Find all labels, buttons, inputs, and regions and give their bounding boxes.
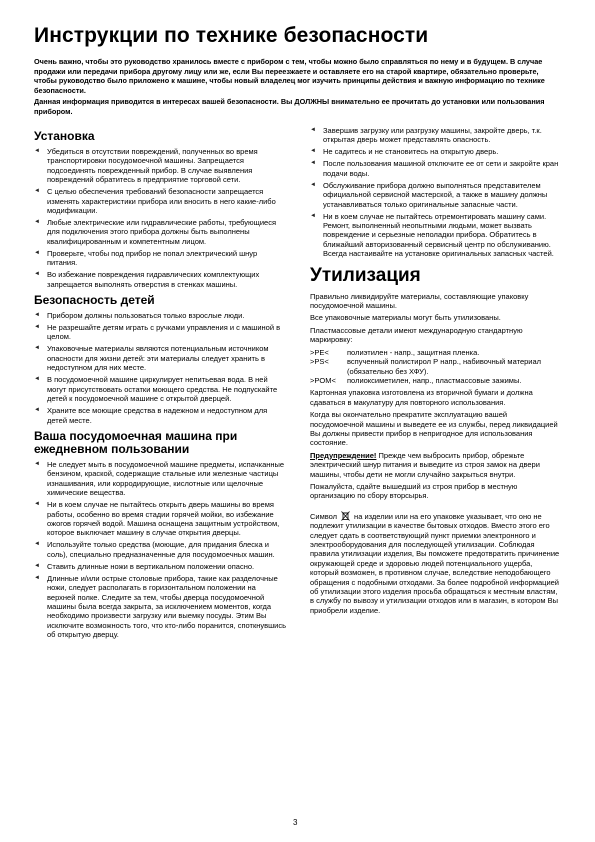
bullet-icon: ◄ (34, 574, 40, 581)
list-item: ◄ Во избежание повреждения гидравлических комплектующих запрещается выполнять отверстия в стенках машины. (34, 270, 260, 289)
bullet-icon: ◄ (34, 219, 40, 226)
weee-paragraph (310, 511, 562, 615)
plastic-code: >POM< (310, 375, 336, 385)
disposal-paragraph: Картонная упаковка изготовлена из вторичной бумаги и должна сдаваться в макулатуру для повторного использования. (310, 388, 533, 407)
list-item: ◄ Длинные и/или острые столовые прибора, такие как разделочные ножи, следует располагать в горизонтальном положении на верхней полке. Следите за тем, чтобы дверца посудомоечной машины была всегда закрыта, за исключением моментов, когда необходимо произвести загрузку или выемку посуды. Этим Вы исключите возможность того, что кто-либо поранится, споткнувшись об открытую дверцу. (34, 573, 286, 640)
section-heading-daily-use: Ваша посудомоечная машина при ежедневном пользовании (34, 428, 238, 456)
crossed-bin-icon (341, 511, 350, 521)
bullet-icon: ◄ (34, 312, 40, 319)
list-item: ◄ Упаковочные материалы являются потенциальным источником опасности для жизни детей: эти материалы следует хранить в недоступном для них месте. (34, 344, 269, 373)
list-item: ◄ Ни в коем случае не пытайтесь отремонтировать машину сами. Ремонт, выполненный неопытными людьми, может вызвать повреждение и серьезные неполадки прибора. Обратитесь в ближайший авторизованный сервисный центр по обслуживанию. Всегда настаивайте на установке оригинальных запасных частей. (310, 211, 554, 259)
disposal-paragraph: Пластмассовые детали имеют международную стандартную маркировку: (310, 325, 523, 345)
bullet-icon: ◄ (34, 249, 40, 256)
list-item: ◄ Прибором должны пользоваться только взрослые люди. (34, 311, 245, 321)
bullet-icon: ◄ (34, 562, 40, 569)
child-safety-list (34, 311, 286, 425)
bullet-icon: ◄ (34, 271, 40, 278)
list-item: ◄ После пользования машиной отключите ее от сети и закройте кран подачи воды. (310, 159, 559, 178)
bullet-icon: ◄ (34, 148, 40, 154)
bullet-icon: ◄ (310, 181, 316, 188)
list-item: ◄ В посудомоечной машине циркулирует непитьевая вода. В ней могут присутствовать остатки моющего средства. Не подпускайте детей к посудомоечной машине с открытой дверцей. (34, 375, 278, 404)
plastic-code-description: полиэтилен - напр., защитная пленка. (347, 347, 480, 357)
bullet-icon: ◄ (310, 127, 316, 133)
warning-text: Прежде чем выбросить прибор, обрежьте электрический шнур питания и выведите из строя замок на двери машины, чтобы дети не могли случайно закрыться внутри. (310, 450, 540, 479)
daily-use-list (34, 460, 286, 640)
plastic-codes-list (310, 348, 562, 386)
intro-block (34, 57, 562, 119)
weee-text: на изделии или на его упаковке указывает, что оно не подлежит утилизации в качестве бытовых отходов. Вместо этого его следует сдать в соответствующий пункт приемки электронного и электрооборудования для последующей утилизации. Соблюдая правила утилизации изделия, Вы поможете предотвратить причинение окружающей среде и здоровью людей потенциального ущерба, который возможен, в противном случае, вследствие неподобающего обращения с подобными отходами. За более подробной информацией об утилизации этого изделия просьба обращаться к местным властям, в службу по вывозу и утилизации отходов или в магазин, в котором Вы приобрели изделие. (310, 511, 560, 615)
plastic-code-description: вспученный полистирол Р напр., набивочный материал (обязательно без ХФУ). (347, 357, 542, 376)
list-item: ◄ Завершив загрузку или разгрузку машины, закройте дверь, т.к. открытая дверь может представлять опасность. (310, 126, 542, 145)
daily-use-list-continued (310, 126, 562, 259)
disposal-paragraph: Пожалуйста, сдайте вышедший из строя прибор в местную организацию по сбору вторсырья. (310, 481, 518, 501)
disposal-paragraph: Правильно ликвидируйте материалы, составляющие упаковку посудомоечной машины. (310, 291, 529, 311)
disposal-paragraph: Все упаковочные материалы могут быть утилизованы. (310, 313, 501, 323)
list-item: ◄ Проверьте, чтобы под прибор не попал электрический шнур питания. (34, 248, 258, 268)
bullet-icon: ◄ (34, 501, 40, 508)
left-column (34, 126, 286, 645)
symbol-label: Символ (310, 511, 338, 521)
disposal-paragraph: Когда вы окончательно прекратите эксплуатацию вашей посудомоечной машины и выведете ее из службы, перед ликвидацией Вы должны привести прибор в непригодное для использования состояние. (310, 410, 558, 448)
bullet-icon: ◄ (34, 541, 40, 548)
section-heading-child-safety: Безопасность детей (34, 293, 155, 308)
plastic-code: >PE< (310, 347, 329, 357)
bullet-icon: ◄ (34, 376, 40, 383)
list-item: ◄ Не садитесь и не становитесь на открытую дверь. (310, 147, 499, 157)
list-item: ◄ Любые электрические или гидравлические работы, требующиеся для подключения этого прибора должны быть выполнены квалифицированным и компетентным лицом. (34, 218, 277, 246)
list-item: ◄ Ни в коем случае не пытайтесь открыть дверь машины во время работы, особенно во время стадии горячей мойки, во избежание ожогов горячей водой. Машина оснащена защитным устройством, которое выключает машину в случае открытия дверцы. (34, 500, 280, 538)
list-item: ◄ Убедиться в отсутствии повреждений, полученных во время транспортировки посудомоечной машины. Запрещается подсоединять поврежденный прибор. В случае выявления повреждений обратитесь в предприятие торговой сети. (34, 147, 258, 185)
list-item: ◄ Ставить длинные ножи в вертикальном положении опасно. (34, 561, 255, 571)
warning-label: Предупреждение! (310, 450, 377, 460)
list-item: ◄ Обслуживание прибора должно выполняться представителем официальной сервисной мастерской, а также в машину должны устанавливаться только оригинальные запасные части. (310, 180, 548, 209)
bullet-icon: ◄ (310, 148, 316, 155)
bullet-icon: ◄ (310, 160, 316, 167)
plastic-code-row (310, 357, 562, 376)
right-column (310, 126, 562, 618)
bullet-icon: ◄ (34, 345, 40, 352)
plastic-code-description: полиоксиметилен, напр., пластмассовые зажимы. (347, 375, 522, 385)
page-title: Инструкции по технике безопасности (34, 24, 429, 47)
installation-list (34, 147, 286, 289)
intro-paragraph: Данная информация приводится в интересах вашей безопасности. Вы ДОЛЖНЫ внимательно ее прочитать до установки или пользования прибором. (34, 97, 545, 116)
bullet-icon: ◄ (34, 188, 40, 195)
list-item: ◄ Используйте только средства (моющие, для придания блеска и соль), специально предназначенные для посудомоечных машин. (34, 540, 275, 559)
page-number: 3 (293, 818, 298, 827)
section-heading-installation: Установка (34, 129, 95, 143)
plastic-code: >PS< (310, 357, 329, 367)
bullet-icon: ◄ (34, 324, 40, 331)
list-item: ◄ С целью обеспечения требований безопасности запрещается изменять характеристики прибора или вносить в него какие-либо модификации. (34, 187, 276, 216)
bullet-icon: ◄ (34, 407, 40, 414)
warning-paragraph (310, 451, 562, 479)
plastic-code-row (310, 376, 562, 385)
list-item: ◄ Храните все моющие средства в надежном и недоступном для детей месте. (34, 406, 268, 425)
bullet-icon: ◄ (310, 212, 316, 219)
intro-paragraph: Очень важно, чтобы это руководство хранилось вместе с прибором с тем, чтобы можно было справляться по нему и в будущем. В случае продажи или передачи прибора другому лицу или же, если Вы переезжаете и оставляете его на старой квартире, обязательно проверьте, чтобы руководство было приложено к машине, чтобы новый владелец мог изучить принципы действия и важную информацию по технике безопасности. (34, 57, 545, 95)
plastic-code-row (310, 348, 562, 357)
list-item: ◄ Не следует мыть в посудомоечной машине предметы, испачканные бензином, краской, содержащие стальные или железные частицы изнашивания, или корродирующие, кислотные или щелочные химические вещества. (34, 459, 285, 498)
bullet-icon: ◄ (34, 460, 40, 467)
list-item: ◄ Не разрешайте детям играть с ручками управления и с машиной в целом. (34, 323, 281, 342)
section-heading-disposal: Утилизация (310, 264, 421, 286)
